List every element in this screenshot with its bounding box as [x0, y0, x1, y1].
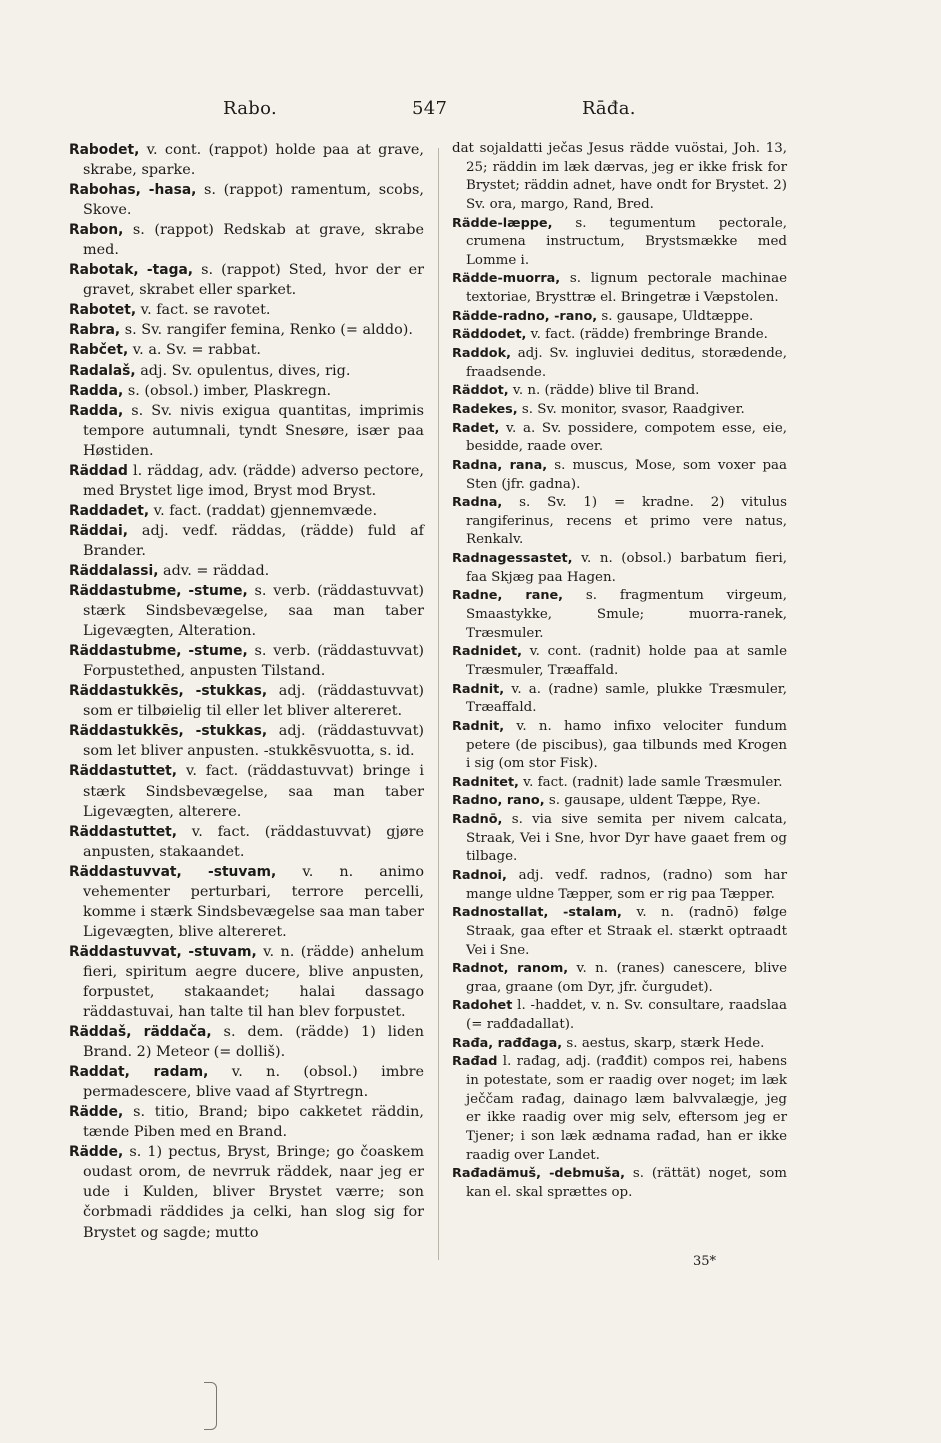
dictionary-entry [452, 718, 787, 774]
entry-definition: s. lignum pectorale machinae textoriae, Brysttræ el. Bringetræ i Væpstolen. [466, 271, 787, 306]
entry-definition: s. (obsol.) imber, Plaskregn. [123, 382, 332, 399]
entry-headword: Räddastubme, -stume, [69, 583, 248, 600]
entry-definition: s. gausape, uldent Tæppe, Rye. [544, 793, 761, 809]
entry-definition: v. n. (obsol.) imbre permadescere, blive vaad af Styrtregn. [83, 1064, 424, 1101]
entry-headword: Rabodet, [69, 142, 140, 158]
entry-definition: s. verb. (räddastuvvat) stærk Sindsbevægelse, saa man taber Ligevægten, Alteration. [83, 583, 424, 640]
entry-definition: v. n. (obsol.) barbatum fieri, faa Skjæg paa Hagen. [466, 551, 787, 585]
entry-headword: Raddok, [452, 346, 511, 362]
entry-headword: Räddodet, [452, 327, 527, 343]
entry-headword: Räddai, [69, 522, 128, 539]
dictionary-entry [69, 581, 424, 641]
entry-definition: l. -haddet, v. n. Sv. consultare, raadslaa (= rađđadallat). [466, 998, 787, 1033]
entry-definition: s. (rappot) Redskab at grave, skrabe med. [83, 222, 424, 259]
entry-definition: adj. (räddastuvvat) som let bliver anpusten. -stukkēsvuotta, s. id. [83, 723, 425, 760]
dictionary-entry [69, 521, 424, 561]
entry-headword: Rädde, [69, 1104, 124, 1121]
entry-definition: s. verb. (räddastuvvat) Forpustethed, anpusten Tilstand. [83, 643, 424, 680]
entry-headword: Räddastuvvat, -stuvam, [69, 863, 277, 880]
entry-definition: s. Sv. nivis exigua quantitas, imprimis tempore autumnali, tyndt Snesøre, især paa Høstiden. [83, 402, 424, 459]
entry-headword: Radna, [452, 495, 503, 511]
entry-headword: Räddad [69, 462, 128, 479]
dictionary-entry [452, 420, 787, 457]
entry-definition: s. tegumentum pectorale, crumena instructum, Brystsmække med Lomme i. [466, 215, 787, 268]
entry-definition: s. gausape, Uldtæppe. [597, 308, 754, 324]
dictionary-entry [69, 942, 424, 1022]
entry-definition: v. n. (radnō) følge Straak, gaa efter et Straak el. stærkt optraadt Vei i Sne. [466, 905, 787, 958]
entry-headword: Radnostallat, -stalam, [452, 905, 622, 921]
entry-definition: l. räddag, adv. (rädde) adverso pectore, med Brystet lige imod, Bryst mod Bryst. [83, 462, 424, 499]
entry-headword: Rađadämuš, -debmuša, [452, 1166, 625, 1182]
entry-definition: v. a. (radne) samle, plukke Træsmuler, Træaffald. [466, 681, 787, 716]
entry-definition: adj. vedf. radnos, (radno) som har mange uldne Tæpper, som er rig paa Tæpper. [466, 867, 787, 902]
entry-definition: v. n. (rädde) blive til Brand. [508, 383, 700, 399]
entry-definition: v. a. Sv. = rabbat. [128, 342, 261, 359]
entry-headword: Rabon, [69, 222, 124, 239]
column-divider [438, 148, 439, 1260]
dictionary-entry [69, 180, 424, 220]
dictionary-entry [69, 361, 424, 381]
dictionary-entry [452, 270, 787, 307]
entry-definition: s. Sv. monitor, svasor, Raadgiver. [517, 401, 745, 417]
entry-definition: adj. vedf. räddas, (rädde) fuld af Brander. [83, 522, 424, 559]
entry-headword: Rađad [452, 1054, 498, 1070]
running-head-left: Rabo. [223, 98, 277, 119]
dictionary-entry [69, 381, 424, 401]
entry-definition: v. fact. (räddastuvvat) bringe i stærk Sindsbevægelse, saa man taber Ligevægten, alterere. [83, 763, 424, 820]
entry-headword: Radekes, [452, 401, 518, 417]
page-number: 547 [412, 98, 448, 119]
entry-headword: Räddastuttet, [69, 763, 178, 780]
dictionary-entry [452, 457, 787, 494]
entry-headword: Radnoi, [452, 867, 507, 883]
entry-headword: Räddalassi, [69, 562, 159, 579]
entry-headword: Räddastukkēs, -stukkas, [69, 723, 268, 740]
dictionary-entry [69, 721, 424, 761]
running-head-right: Rāđa. [582, 98, 636, 119]
dictionary-entry [452, 643, 787, 680]
dictionary-entry [452, 587, 787, 643]
entry-definition: s. Sv. 1) = kradne. 2) vitulus rangiferinus, recens et primo vere natus, Renkalv. [466, 495, 787, 548]
entry-headword: Radnot, ranom, [452, 961, 569, 977]
entry-definition: l. rađag, adj. (rađđit) compos rei, habens in potestate, som er raadig over noget; im læk ječčam rađag, dainago læm balvvalægje, jeg er ikke raadig over mig selv, eftersom jeg er Tjener; i son læk ædnama rađad, han er ikke raadig over Landet. [466, 1054, 787, 1163]
entry-headword: Räddastuvvat, -stuvam, [69, 943, 257, 960]
dictionary-entry [69, 822, 424, 862]
dictionary-entry [452, 1053, 787, 1165]
dictionary-entry [452, 140, 787, 215]
left-column [69, 140, 424, 1243]
dictionary-entry [69, 300, 424, 320]
entry-definition: v. fact. (raddat) gjennemvæde. [149, 502, 378, 519]
entry-headword: Radne, rane, [452, 588, 563, 604]
dictionary-entry [69, 641, 424, 681]
right-column [452, 140, 787, 1203]
dictionary-entry [452, 308, 787, 327]
margin-bracket [204, 1382, 217, 1430]
entry-headword: Rabohas, -hasa, [69, 182, 197, 199]
entry-headword: Rädde-radno, -rano, [452, 308, 598, 324]
entry-headword: Räddastukkēs, -stukkas, [69, 683, 268, 700]
dictionary-entry [452, 345, 787, 382]
entry-definition: s. dem. (rädde) 1) liden Brand. 2) Meteor (= dolliš). [83, 1024, 424, 1061]
entry-headword: Radno, rano, [452, 793, 545, 809]
entry-headword: Radnitet, [452, 774, 519, 790]
dictionary-entry [452, 1035, 787, 1054]
entry-definition: adj. (räddastuvvat) som er tilbøielig til eller let bliver altereret. [83, 683, 425, 720]
entry-definition: v. n. hamo infixo velociter fundum petere (de piscibus), gaa tilbunds med Krogen i sig (om stor Fisk). [466, 718, 787, 772]
entry-headword: Radnō, [452, 812, 503, 828]
dictionary-entry [69, 761, 424, 821]
entry-headword: Rađa, rađđaga, [452, 1035, 563, 1051]
entry-definition: s. via sive semita per nivem calcata, Straak, Vei i Sne, hvor Dyr have gaaet frem og tilbage. [466, 812, 787, 865]
entry-headword: Radet, [452, 420, 500, 436]
entry-definition: adj. Sv. ingluviei deditus, storædende, fraadsende. [466, 346, 787, 380]
dictionary-entry [452, 326, 787, 345]
dictionary-entry [69, 320, 424, 340]
entry-headword: Radnidet, [452, 644, 522, 660]
dictionary-entry [452, 1165, 787, 1202]
entry-definition: s. aestus, skarp, stærk Hede. [562, 1035, 765, 1051]
dictionary-entry [452, 792, 787, 811]
dictionary-entry [452, 904, 787, 960]
entry-definition: s. titio, Brand; bipo cakketet räddin, tænde Piben med en Brand. [83, 1104, 424, 1141]
dictionary-entry [69, 1142, 424, 1242]
entry-headword: Räddot, [452, 383, 509, 399]
entry-headword: Rabčet, [69, 342, 129, 359]
entry-definition: dat sojaldatti ječas Jesus rädde vuöstai, Joh. 13, 25; räddin im læk dærvas, jeg er ikke frisk for Brystet; räddin adnet, have ondt for Brystet. 2) Sv. ora, margo, Rand, Bred. [452, 141, 787, 212]
entry-definition: v. fact. se ravotet. [136, 302, 271, 319]
dictionary-entry [452, 997, 787, 1034]
dictionary-entry [69, 461, 424, 501]
entry-headword: Radda, [69, 382, 124, 399]
dictionary-entry [452, 681, 787, 718]
dictionary-entry [69, 220, 424, 260]
entry-definition: s. (rappot) ramentum, scobs, Skove. [83, 182, 424, 219]
dictionary-entry [452, 774, 787, 793]
entry-definition: v. n. (ranes) canescere, blive graa, graane (om Dyr, jfr. čurgudet). [466, 961, 788, 995]
entry-headword: Raddadet, [69, 502, 150, 519]
dictionary-entry [69, 1062, 424, 1102]
entry-headword: Radda, [69, 402, 124, 419]
dictionary-entry [452, 494, 787, 550]
dictionary-entry [452, 960, 787, 997]
dictionary-entry [69, 401, 424, 461]
entry-definition: adj. Sv. opulentus, dives, rig. [135, 362, 351, 379]
entry-headword: Räddastubme, -stume, [69, 643, 248, 660]
entry-headword: Rabotak, -taga, [69, 262, 193, 279]
entry-headword: Rädde, [69, 1144, 124, 1161]
dictionary-entry [452, 401, 787, 420]
entry-definition: adv. = räddad. [158, 562, 270, 579]
entry-definition: s. (rättät) noget, som kan el. skal sprættes op. [466, 1166, 787, 1200]
entry-headword: Radalaš, [69, 362, 136, 379]
entry-headword: Rädde-muorra, [452, 271, 561, 287]
entry-headword: Radnagessastet, [452, 551, 573, 567]
entry-headword: Räddaš, räddača, [69, 1024, 212, 1041]
signature-mark: 35* [693, 1254, 717, 1269]
dictionary-entry [69, 140, 424, 180]
entry-definition: v. fact. (radnit) lade samle Træsmuler. [518, 774, 783, 790]
entry-definition: v. cont. (rappot) holde paa at grave, skrabe, sparke. [83, 142, 424, 179]
entry-headword: Rabra, [69, 322, 121, 339]
dictionary-entry [69, 501, 424, 521]
entry-headword: Räddastuttet, [69, 823, 178, 840]
dictionary-entry [452, 811, 787, 867]
entry-headword: Rädde-læppe, [452, 215, 553, 231]
entry-headword: Radna, rana, [452, 457, 548, 473]
dictionary-entry [69, 681, 424, 721]
entry-definition: s. muscus, Mose, som voxer paa Sten (jfr. gadna). [466, 457, 787, 492]
dictionary-entry [452, 550, 787, 587]
entry-definition: s. (rappot) Sted, hvor der er gravet, skrabet eller sparket. [83, 262, 424, 299]
entry-headword: Radnit, [452, 718, 505, 734]
dictionary-entry [69, 1022, 424, 1062]
entry-definition: v. fact. (rädde) frembringe Brande. [526, 327, 768, 343]
entry-definition: s. 1) pectus, Bryst, Bringe; go čoaskem oudast orom, de nevrruk räddek, naar jeg er ude i Kulden, bliver Brystet værre; son čorbmadi räddides ja celki, han slog sig for Brystet og sagde; mutto [83, 1144, 424, 1241]
entry-definition: v. fact. (räddastuvvat) gjøre anpusten, stakaandet. [83, 823, 424, 860]
entry-definition: v. n. (rädde) anhelum fieri, spiritum aegre ducere, blive anpusten, forpustet, stakaandet; halai dassago räddastuvai, han talte til han blev forpustet. [83, 943, 424, 1021]
dictionary-entry [69, 1102, 424, 1142]
dictionary-entry [452, 215, 787, 271]
entry-definition: s. fragmentum virgeum, Smaastykke, Smule; muorra-ranek, Træsmuler. [466, 588, 787, 641]
entry-definition: v. cont. (radnit) holde paa at samle Træsmuler, Træaffald. [466, 644, 787, 678]
entry-headword: Radohet [452, 998, 513, 1014]
dictionary-entry [452, 382, 787, 401]
dictionary-entry [69, 862, 424, 942]
dictionary-entry [69, 561, 424, 581]
dictionary-entry [69, 260, 424, 300]
entry-definition: v. n. animo vehementer perturbari, terrore percelli, komme i stærk Sindsbevægelse saa man taber Ligevægten, blive altereret. [83, 863, 425, 940]
entry-definition: s. Sv. rangifer femina, Renko (= alddo). [120, 322, 413, 339]
entry-headword: Rabotet, [69, 302, 137, 319]
dictionary-entry [69, 340, 424, 360]
entry-definition: v. a. Sv. possidere, compotem esse, eie, besidde, raade over. [466, 420, 787, 455]
entry-headword: Raddat, radam, [69, 1064, 209, 1081]
dictionary-entry [452, 867, 787, 904]
entry-headword: Radnit, [452, 681, 505, 697]
